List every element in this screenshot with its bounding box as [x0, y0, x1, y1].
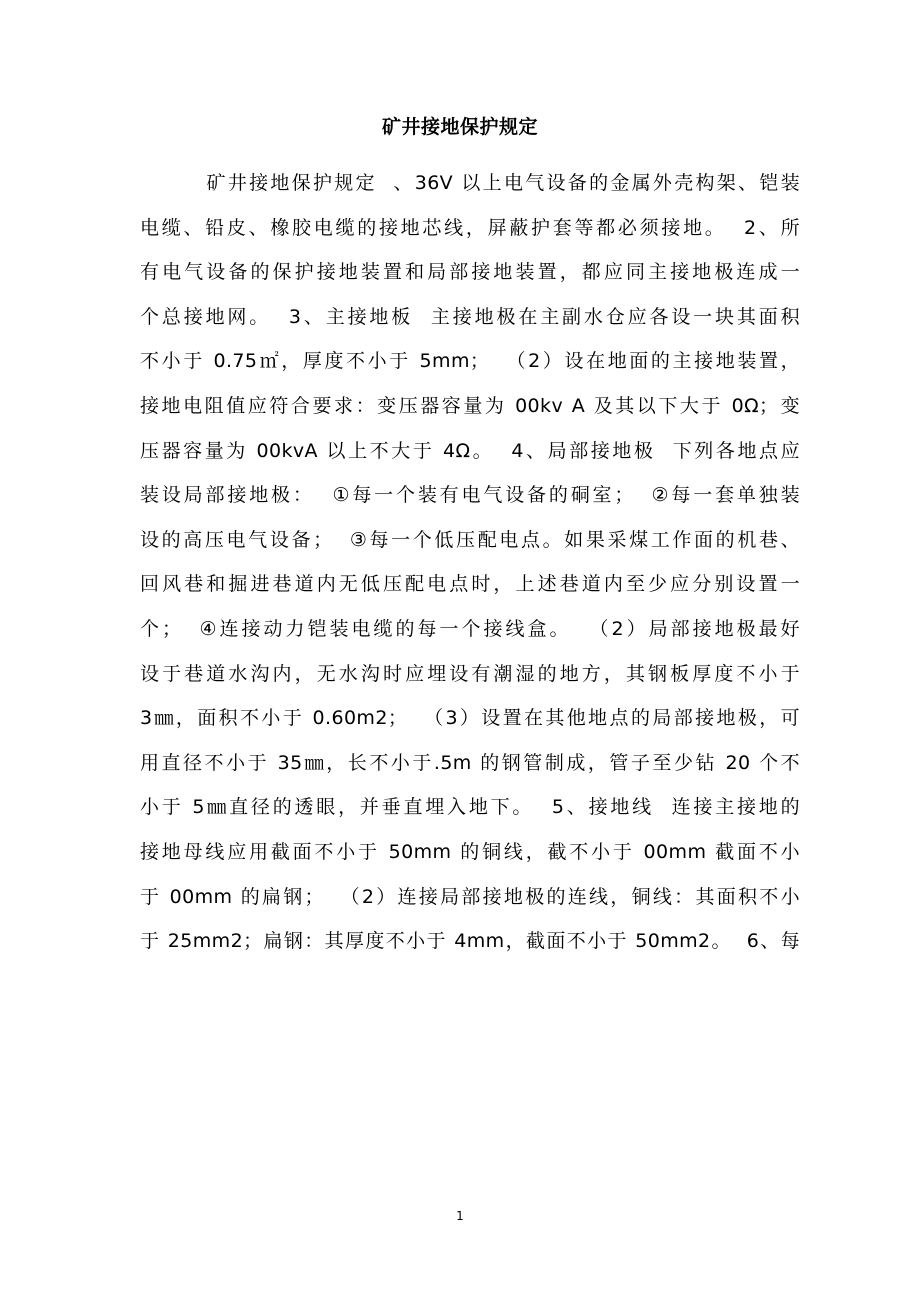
text-line: 3㎜，面积不小于 0.60m2； （3）设置在其他地点的局部接地极，可: [140, 707, 800, 730]
text-line: 矿井接地保护规定 、36V 以上电气设备的金属外壳构架、铠装: [140, 172, 800, 194]
text-line: 装设局部接地极： ①每一个装有电气设备的硐室； ②每一套单独装: [140, 484, 800, 507]
text-line: 个； ④连接动力铠装电缆的每一个接线盒。 （2）局部接地极最好: [140, 617, 800, 640]
text-line: 设于巷道水沟内，无水沟时应埋设有潮湿的地方，其钢板厚度不小于: [140, 662, 800, 685]
text-line: 压器容量为 00kvA 以上不大于 4Ω。 4、局部接地极 下列各地点应: [140, 439, 800, 462]
text-line: 接地电阻值应符合要求：变压器容量为 00kv A 及其以下大于 0Ω；变: [140, 394, 800, 417]
body-text: [140, 168, 800, 971]
text-line: 回风巷和掘进巷道内无低压配电点时，上述巷道内至少应分别设置一: [140, 573, 800, 596]
text-line: 小于 5㎜直径的透眼，并垂直埋入地下。 5、接地线 连接主接地的: [140, 796, 800, 819]
text-line: 于 00mm 的扁钢； （2）连接局部接地极的连线，铜线：其面积不小: [140, 885, 800, 908]
text-line: 设的高压电气设备； ③每一个低压配电点。如果采煤工作面的机巷、: [140, 528, 800, 551]
text-line: 接地母线应用截面不小于 50mm 的铜线，截不小于 00mm 截面不小: [140, 840, 800, 863]
text-line: 不小于 0.75㎡，厚度不小于 5mm； （2）设在地面的主接地装置，: [140, 350, 800, 373]
page-number: 1: [456, 1209, 464, 1223]
text-line: 个总接地网。 3、主接地板 主接地极在主副水仓应各设一块其面积: [140, 305, 800, 328]
text-line: 用直径不小于 35㎜，长不小于.5m 的钢管制成，管子至少钻 20 个不: [140, 751, 800, 774]
text-line: 有电气设备的保护接地装置和局部接地装置，都应同主接地极连成一: [140, 261, 800, 284]
text-line: 电缆、铅皮、橡胶电缆的接地芯线，屏蔽护套等都必须接地。 2、所: [140, 216, 800, 239]
text-line: 于 25mm2；扁钢：其厚度不小于 4mm，截面不小于 50mm2。 6、每: [140, 930, 800, 953]
page-title: 矿井接地保护规定: [381, 116, 538, 138]
